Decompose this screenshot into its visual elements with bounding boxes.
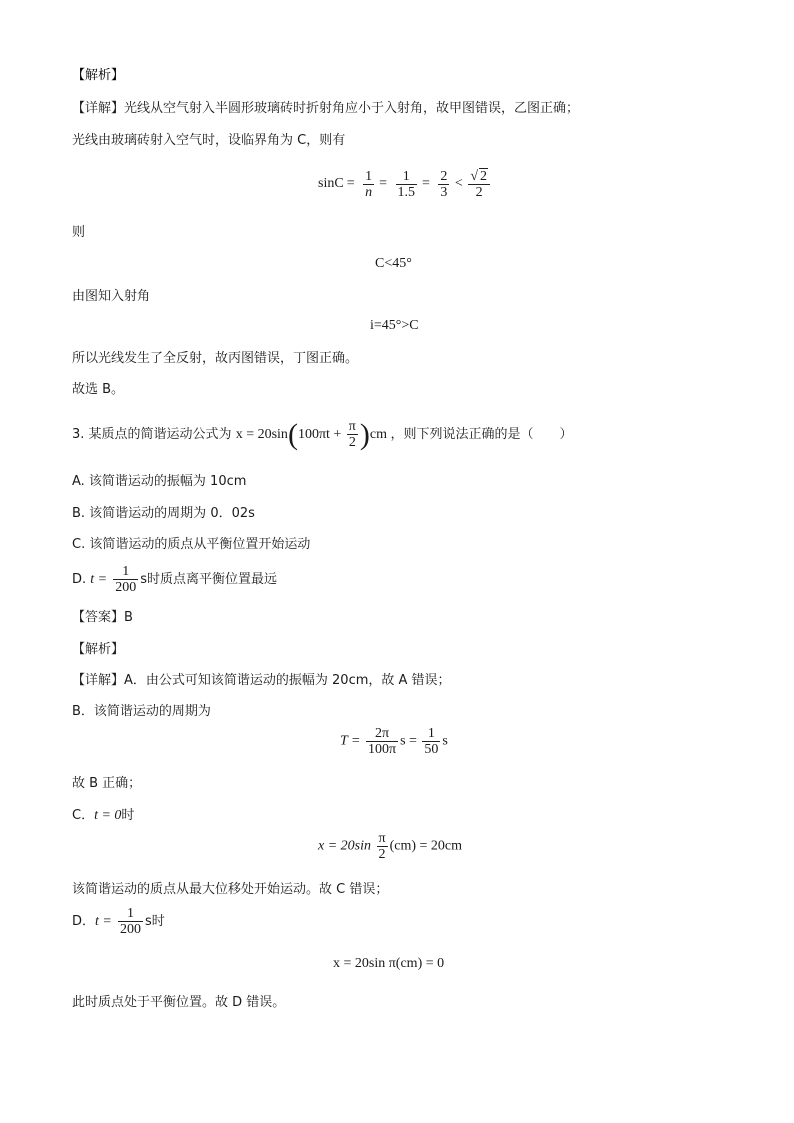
detail-a-text: 【详解】A．由公式可知该简谐运动的振幅为 20cm，故 A 错误； xyxy=(72,673,451,688)
equation-c: x = 20sin $\frac{\pi}{2}$ (cm) = 20cm xyxy=(318,831,463,862)
c-end-text: 该简谐运动的质点从最大位移处开始运动。故 C 错误； xyxy=(72,882,389,897)
detail-tag: 【详解】 xyxy=(72,101,125,116)
then-text: 则 xyxy=(72,225,86,240)
analysis-heading-2: 【解析】 xyxy=(72,642,125,657)
equation-i-45: i=45°>C xyxy=(370,318,419,333)
analysis-heading-1: 【解析】 xyxy=(72,68,125,83)
option-d: D. t = $\frac{1}{200}$ s时质点离平衡位置最远 xyxy=(72,564,278,595)
d-intro: D．t = $\frac{1}{200}$ s时 xyxy=(72,906,165,937)
choose-b-text: 故选 B。 xyxy=(72,382,125,397)
equation-C-lt-45: C<45° xyxy=(375,256,412,271)
c-intro: C．t = 0时 xyxy=(72,808,135,823)
question-formula: x = 20sin(100πt + $\frac{\pi}{2}$ )cm xyxy=(235,417,387,451)
equation-period: T = $\frac{2\pi}{100\pi}$ s = $\frac{1}{50}$ s xyxy=(340,726,448,757)
question-stem-b: ，则下列说法正确的是（ ） xyxy=(390,427,573,442)
question-number: 3. xyxy=(72,427,85,442)
question-3-stem xyxy=(72,418,573,452)
equation-sinC: sinC = $\frac{1}{n}$ = $\frac{1}{1.5}$ = $\frac{2}{3}$ < $\frac{√ 2}{2}$ xyxy=(318,168,492,200)
option-c: C. 该简谐运动的质点从平衡位置开始运动 xyxy=(72,537,311,552)
answer-tag: 【答案】B xyxy=(72,610,133,625)
critical-angle-text: 光线由玻璃砖射入空气时，设临界角为 C，则有 xyxy=(72,133,346,148)
detail-paragraph-1 xyxy=(72,101,579,117)
equation-d: x = 20sin π(cm) = 0 xyxy=(333,956,445,971)
incidence-text: 由图知入射角 xyxy=(72,289,151,304)
total-reflection-text: 所以光线发生了全反射，故丙图错误，丁图正确。 xyxy=(72,351,359,366)
b-intro-text: B．该简谐运动的周期为 xyxy=(72,704,211,719)
question-stem-a: 某质点的简谐运动公式为 xyxy=(88,427,232,442)
d-end-text: 此时质点处于平衡位置。故 D 错误。 xyxy=(72,995,286,1010)
b-correct-text: 故 B 正确； xyxy=(72,776,142,791)
detail-text: 光线从空气射入半圆形玻璃砖时折射角应小于入射角，故甲图错误，乙图正确； xyxy=(124,101,580,116)
option-a: A. 该简谐运动的振幅为 10cm xyxy=(72,474,247,489)
option-b: B. 该简谐运动的周期为 0．02s xyxy=(72,506,255,521)
